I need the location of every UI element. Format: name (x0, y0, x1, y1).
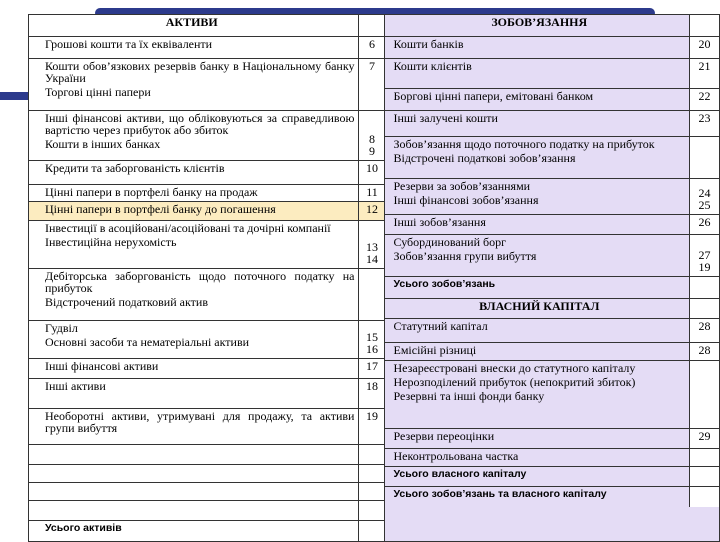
assets-note-number (358, 221, 384, 268)
assets-line: Основні засоби та нематеріальні активи (45, 335, 250, 349)
assets-note-number (358, 445, 384, 464)
assets-row-text (29, 37, 358, 58)
assets-total-num (358, 521, 384, 541)
assets-note-number (358, 321, 384, 358)
assets-row-text (29, 59, 358, 110)
assets-note-number (358, 185, 384, 201)
liabilities-row-text (385, 59, 689, 88)
assets-note-value: 14 (365, 252, 378, 266)
assets-note-value: 18 (365, 379, 378, 393)
assets-note-number (358, 465, 384, 482)
liabilities-line: Інші фінансові зобов’язання (393, 193, 539, 207)
assets-line: Торгові цінні папери (45, 85, 151, 99)
liabilities-note-value: 20 (698, 37, 711, 51)
assets-note-value: 16 (365, 342, 378, 356)
assets-line: Цінні папери в портфелі банку до погашення (45, 202, 276, 216)
assets-note-number (358, 202, 384, 220)
equity-row-text (385, 487, 689, 507)
assets-note-value: 17 (365, 359, 378, 373)
liabilities-line: Зобов’язання щодо поточного податку на прибуток (393, 137, 655, 151)
liabilities-row-text (385, 89, 689, 110)
assets-note-value: 8 (368, 132, 375, 146)
liabilities-note-value: 25 (698, 198, 711, 212)
assets-note-value: 11 (366, 185, 378, 199)
assets-note-number (358, 379, 384, 408)
assets-line: Необоротні активи, утримувані для продажу, та активи групи вибуття (45, 409, 355, 435)
assets-note-value: 7 (368, 59, 375, 73)
liabilities-line: Резерви за зобов’язаннями (393, 179, 531, 193)
assets-row-text (29, 161, 358, 184)
equity-row-text (385, 361, 689, 428)
equity-line: Емісійні різниці (393, 343, 477, 357)
assets-note-value: 10 (365, 161, 378, 175)
assets-note-value: 12 (365, 202, 378, 216)
equity-line: Усього власного капіталу (393, 468, 527, 480)
balance-sheet-table (28, 14, 720, 542)
assets-note-value: 13 (365, 240, 378, 254)
liabilities-note-number (689, 137, 719, 178)
liabilities-note-number (689, 111, 719, 136)
assets-row-text (29, 409, 358, 444)
liabilities-row (385, 215, 719, 235)
liabilities-note-number (689, 215, 719, 234)
assets-line: Цінні папери в портфелі банку на продаж (45, 185, 258, 199)
assets-note-number (358, 359, 384, 378)
equity-row-text (385, 343, 689, 360)
equity-note-number (689, 467, 719, 486)
assets-row (29, 483, 384, 501)
assets-line: Інші активи (45, 379, 106, 393)
assets-row-text (29, 465, 358, 482)
liabilities-note-number (689, 89, 719, 110)
assets-row (29, 379, 384, 409)
equity-header: ВЛАСНИЙ КАПІТАЛ (479, 299, 600, 313)
assets-note-number (358, 269, 384, 320)
liabilities-row-text (385, 235, 689, 276)
liabilities-row (385, 277, 719, 299)
equity-note-number (689, 319, 719, 342)
liabilities-row (385, 235, 719, 277)
assets-row (29, 501, 384, 521)
assets-total: Усього активів (45, 522, 122, 534)
liabilities-note-value: 27 (698, 248, 711, 262)
liabilities-column (384, 15, 719, 541)
assets-row-text (29, 321, 358, 358)
equity-row (385, 429, 719, 449)
assets-row-text (29, 221, 358, 268)
liabilities-row (385, 137, 719, 179)
assets-row (29, 465, 384, 483)
assets-row-text (29, 483, 358, 500)
equity-header-num (689, 299, 719, 318)
liabilities-row-text (385, 137, 689, 178)
liabilities-row-text (385, 179, 689, 214)
assets-header: АКТИВИ (165, 15, 218, 29)
liabilities-line: Інші залучені кошти (393, 111, 498, 125)
assets-note-number (358, 37, 384, 58)
liabilities-note-number (689, 59, 719, 88)
equity-line: Усього зобов’язань та власного капіталу (393, 488, 607, 500)
liabilities-note-value: 21 (698, 59, 711, 73)
equity-row (385, 319, 719, 343)
assets-row (29, 409, 384, 445)
assets-row-text (29, 359, 358, 378)
liabilities-row (385, 111, 719, 137)
assets-line: Кошти в інших банках (45, 137, 161, 151)
assets-row (29, 59, 384, 111)
assets-note-value: 19 (365, 409, 378, 423)
equity-row-text (385, 449, 689, 466)
assets-note-value: 15 (365, 330, 378, 344)
equity-line: Резервні та інші фонди банку (393, 389, 545, 403)
assets-row-text (29, 445, 358, 464)
liabilities-row (385, 179, 719, 215)
equity-line: Незареєстровані внески до статутного капіталу (393, 361, 636, 375)
assets-line: Інвестиції в асоційовані/асоційовані та дочірні компанії (45, 221, 331, 235)
liabilities-note-number (689, 235, 719, 276)
assets-note-number (358, 483, 384, 500)
liabilities-line: Інші зобов’язання (393, 215, 486, 229)
liabilities-header: ЗОБОВ’ЯЗАННЯ (491, 15, 588, 29)
liabilities-note-value: 19 (698, 260, 711, 274)
assets-header-row (29, 15, 384, 37)
assets-row-text (29, 202, 358, 220)
equity-header-row (385, 299, 719, 319)
liabilities-line: Кошти банків (393, 37, 464, 51)
equity-line: Статутний капітал (393, 319, 488, 333)
liabilities-row-text (385, 215, 689, 234)
assets-note-value: 6 (368, 37, 375, 51)
assets-row (29, 161, 384, 185)
assets-row (29, 185, 384, 202)
assets-row (29, 321, 384, 359)
assets-header-num (358, 15, 384, 36)
assets-note-number (358, 501, 384, 520)
liabilities-note-value: 26 (698, 215, 711, 229)
liabilities-note-value: 24 (698, 186, 711, 200)
equity-note-number (689, 487, 719, 507)
liabilities-row (385, 89, 719, 111)
liabilities-line: Зобов’язання групи вибуття (393, 249, 537, 263)
assets-total-row (29, 521, 384, 541)
liabilities-note-number (689, 277, 719, 298)
assets-row-text (29, 111, 358, 160)
equity-line: Нерозподілений прибуток (непокритий збиток) (393, 375, 636, 389)
liabilities-row-text (385, 111, 689, 136)
liabilities-line: Відстрочені податкові зобов’язання (393, 151, 576, 165)
equity-note-number (689, 449, 719, 466)
assets-row (29, 269, 384, 321)
equity-line: Резерви переоцінки (393, 429, 495, 443)
assets-line: Відстрочений податковий актив (45, 295, 208, 309)
assets-row-text (29, 379, 358, 408)
assets-row (29, 221, 384, 269)
assets-line: Гудвіл (45, 321, 78, 335)
assets-line: Дебіторська заборгованість щодо поточного податку на прибуток (45, 269, 355, 295)
assets-row-text (29, 269, 358, 320)
equity-row (385, 487, 719, 507)
assets-row (29, 445, 384, 465)
assets-row-text (29, 501, 358, 520)
assets-line: Кредити та заборгованість клієнтів (45, 161, 225, 175)
equity-row (385, 343, 719, 361)
equity-note-value: 28 (698, 343, 711, 357)
assets-line: Кошти обов’язкових резервів банку в Національному банку України (45, 59, 355, 85)
liabilities-note-number (689, 37, 719, 58)
liabilities-header-num (689, 15, 719, 36)
assets-row (29, 359, 384, 379)
equity-row (385, 467, 719, 487)
liabilities-header-row (385, 15, 719, 37)
assets-note-number (358, 111, 384, 160)
liabilities-note-number (689, 179, 719, 214)
equity-row (385, 361, 719, 429)
equity-row-text (385, 467, 689, 486)
assets-line: Грошові кошти та їх еквіваленти (45, 37, 213, 51)
assets-row (29, 202, 384, 221)
equity-note-number (689, 361, 719, 428)
equity-note-value: 28 (698, 319, 711, 333)
equity-row (385, 449, 719, 467)
assets-row-text (29, 185, 358, 201)
assets-line: Інші фінансові активи (45, 359, 159, 373)
liabilities-line: Кошти клієнтів (393, 59, 472, 73)
assets-column (29, 15, 384, 541)
liabilities-row-text (385, 37, 689, 58)
left-margin (0, 0, 28, 540)
liabilities-row (385, 59, 719, 89)
assets-row (29, 37, 384, 59)
liabilities-row-text (385, 277, 689, 298)
assets-line: Інші фінансові активи, що обліковуються за справедливою вартістю через прибуток або збиток (45, 111, 355, 137)
assets-note-number (358, 409, 384, 444)
equity-note-value: 29 (698, 429, 711, 443)
assets-row (29, 111, 384, 161)
liabilities-line: Субординований борг (393, 235, 507, 249)
liabilities-note-value: 23 (698, 111, 711, 125)
equity-note-number (689, 343, 719, 360)
liabilities-line: Усього зобов’язань (393, 278, 496, 290)
liabilities-line: Боргові цінні папери, емітовані банком (393, 89, 594, 103)
assets-note-number (358, 59, 384, 110)
assets-line: Інвестиційна нерухомість (45, 235, 177, 249)
equity-line: Неконтрольована частка (393, 449, 519, 463)
assets-note-number (358, 161, 384, 184)
liabilities-row (385, 37, 719, 59)
equity-note-number (689, 429, 719, 448)
equity-row-text (385, 429, 689, 448)
equity-row-text (385, 319, 689, 342)
liabilities-note-value: 22 (698, 89, 711, 103)
assets-note-value: 9 (368, 144, 375, 158)
